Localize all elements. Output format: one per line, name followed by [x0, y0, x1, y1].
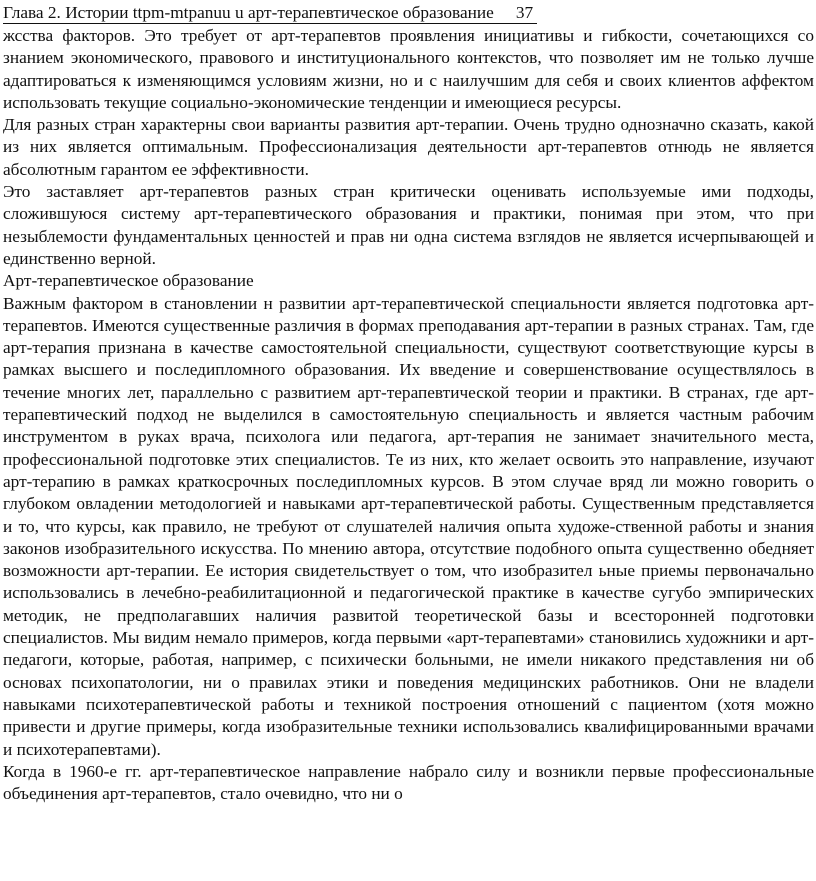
page-number: 37 — [515, 3, 534, 22]
running-title: Глава 2. Истории ttpm-mtpanuu u арт-терапевтическое образование — [3, 3, 494, 22]
running-header — [3, 2, 537, 24]
paragraph-4: Важным фактором в становлении н развитии арт-терапевтической специальности является подготовка арт-терапевтов. Имеются существенные различия в формах преподавания арт-терапии в разных странах. Там, где арт-терапия признана в качестве самостоятельной специальности, существуют соответствующие курсы в рамках высшего и последипломного образования. Их введение и совершенствование осуществлялось в течение многих лет, параллельно с развитием арт-терапевтической теории и практики. В странах, где арт-терапевтический подход не выделился в самостоятельную специальность и является частным рабочим инструментом в руках врача, психолога или педагога, арт-терапия не занимает значительного места, профессиональной подготовке этих специалистов. Те из них, кто желает освоить это направление, изучают арт-терапию в рамках краткосрочных последипломных курсов. В этом случае вряд ли можно говорить о глубоком овладении методологией и навыками арт-терапевтической работы. Существенным представляется и то, что курсы, как правило, не требуют от слушателей наличия опыта художе-ственной работы и знания законов изобразительного искусства. По мнению автора, отсутствие подобного опыта существенно обедняет возможности арт-терапии. Ее история свидетельствует о том, что изобразител ьные приемы первоначально использовались в лечебно-реабилитационной и педагогической практике в качестве сугубо эмпирических методик, не предполагавших наличия развитой теоретической базы и всесторонней подготовки специалистов. Мы видим немало примеров, когда первыми «арт-терапевтами» становились художники и арт-педагоги, которые, работая, например, с психически больными, не имели никакого представления ни об основах психопатологии, ни о правилах этики и поведения медицинских работников. Они не владели навыками психотерапевтической работы и техникой построения отношений с пациентом (хотя можно привести и другие примеры, когда изобразительные техники использовались квалифицированными врачами и психотерапевтами). — [3, 293, 814, 759]
section-heading: Арт-терапевтическое образование — [3, 271, 254, 291]
paragraph-2: Для разных стран характерны свои варианты развития арт-терапии. Очень трудно однозначно сказать, какой из них является оптимальным. Профессионализация деятельности арт-терапевтов отнюдь не является абсолютным гарантом ее эффективности. — [3, 115, 814, 179]
paragraph-1: жсства факторов. Это требует от арт-терапевтов проявления инициативы и гибкости, сочетающихся со знанием экономического, правового и институционального контекстов, что позволяет им не только лучше адаптироваться к изменяющимся условиям жизни, но и с наилучшим для себя и своих клиентов аффектом использовать текущие социально-экономические тенденции и имеющиеся ресурсы. — [3, 26, 814, 112]
paragraph-3: Это заставляет арт-терапевтов разных стран критически оценивать используемые ими подходы, сложившуюся систему арт-терапевтического образования и практики, понимая при этом, что при незыблемости фундаментальных ценностей и прав ни одна система взглядов не является исчерпывающей и единственно верной. — [3, 182, 814, 268]
paragraph-5: Когда в 1960-е гг. арт-терапевтическое направление набрало силу и возникли первые профессиональные объединения арт-терапевтов, стало очевидно, что ни о — [3, 761, 814, 804]
